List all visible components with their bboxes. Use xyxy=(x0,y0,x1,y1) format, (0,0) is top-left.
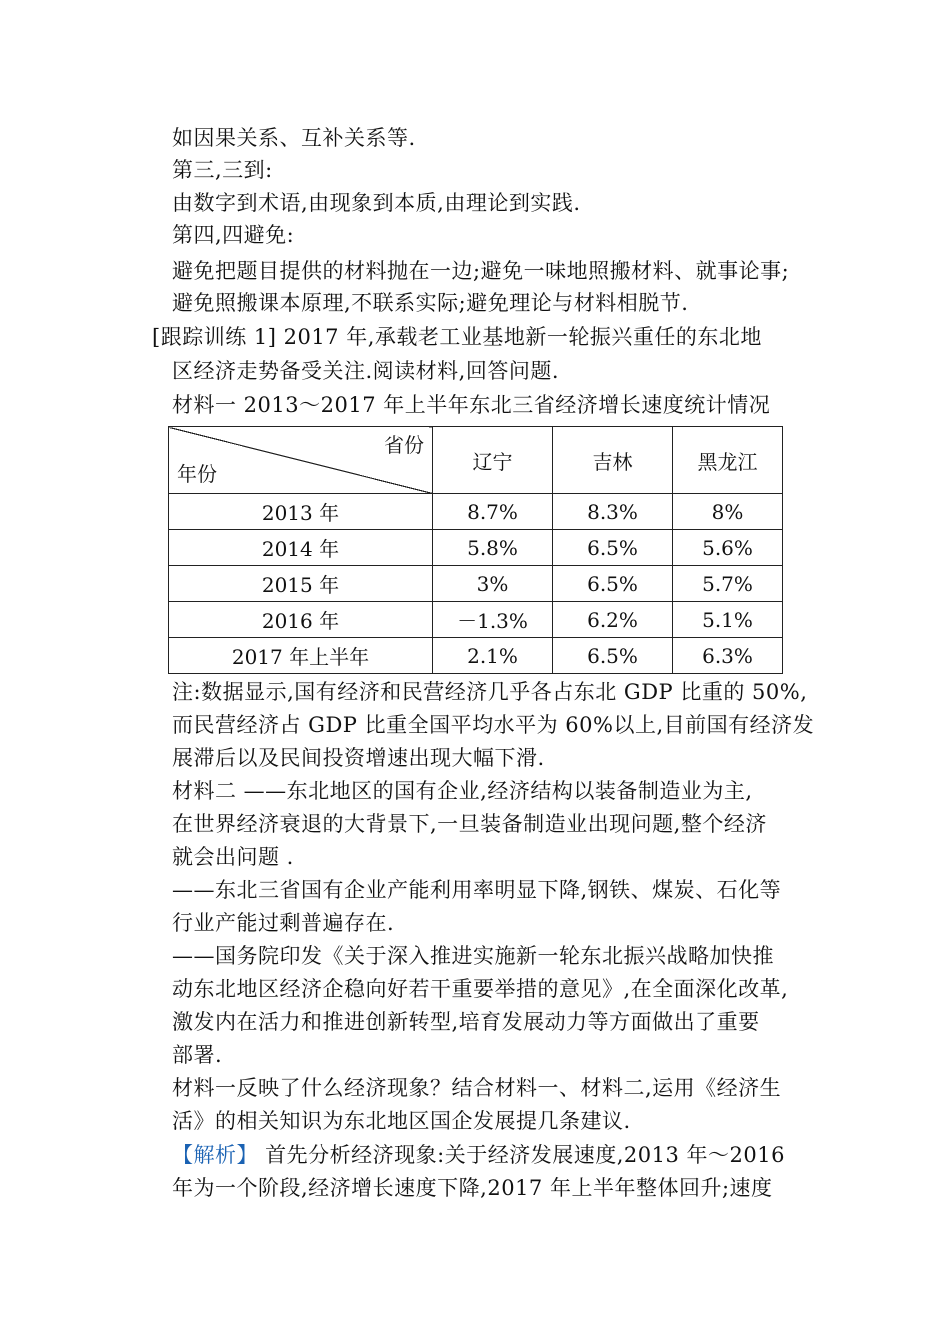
table-row xyxy=(169,602,783,638)
row-year: 2013 年 xyxy=(169,494,433,530)
paragraph-line: 动东北地区经济企稳向好若干重要举措的意见》,在全面深化改革, xyxy=(172,977,789,1001)
paragraph-line: 区经济走势备受关注.阅读材料,回答问题. xyxy=(172,359,560,383)
table-cell: 8.7% xyxy=(433,494,553,530)
analysis-line: 年为一个阶段,经济增长速度下降,2017 年上半年整体回升;速度 xyxy=(172,1176,773,1200)
table-cell: 3% xyxy=(433,566,553,602)
material-two-heading: 材料二 ——东北地区的国有企业,经济结构以装备制造业为主, xyxy=(172,779,753,803)
table-note: 注:数据显示,国有经济和民营经济几乎各占东北 GDP 比重的 50%, xyxy=(172,680,808,704)
table-row xyxy=(169,566,783,602)
table-cell: 6.5% xyxy=(553,530,673,566)
table-cell: 6.5% xyxy=(553,638,673,674)
table-cell: 6.5% xyxy=(553,566,673,602)
paragraph-line: 如因果关系、互补关系等. xyxy=(172,126,416,150)
table-cell: 5.7% xyxy=(673,566,783,602)
column-header: 吉林 xyxy=(553,427,673,494)
paragraph-line: 由数字到术语,由现象到本质,由理论到实践. xyxy=(172,191,581,215)
table-cell: 6.2% xyxy=(553,602,673,638)
table-cell: 8% xyxy=(673,494,783,530)
table-cell: －1.3% xyxy=(433,602,553,638)
column-header: 黑龙江 xyxy=(673,427,783,494)
paragraph-line: ——东北三省国有企业产能利用率明显下降,钢铁、煤炭、石化等 xyxy=(172,878,782,902)
paragraph-line: 第四,四避免: xyxy=(172,223,295,247)
table-cell: 8.3% xyxy=(553,494,673,530)
table-cell: 5.1% xyxy=(673,602,783,638)
column-header: 辽宁 xyxy=(433,427,553,494)
corner-label-year: 年份 xyxy=(177,462,217,486)
exercise-heading: [跟踪训练 1] 2017 年,承载老工业基地新一轮振兴重任的东北地 xyxy=(152,325,762,349)
analysis-tag: 【解析】 xyxy=(172,1143,258,1167)
row-year: 2017 年上半年 xyxy=(169,638,433,674)
table-header-row xyxy=(169,427,783,494)
paragraph-line: 而民营经济占 GDP 比重全国平均水平为 60%以上,目前国有经济发 xyxy=(172,713,815,737)
table-cell: 6.3% xyxy=(673,638,783,674)
corner-label-province: 省份 xyxy=(384,433,424,457)
table-cell: 5.6% xyxy=(673,530,783,566)
question-line: 材料一反映了什么经济现象？结合材料一、材料二,运用《经济生 xyxy=(172,1076,782,1100)
paragraph-line: 避免照搬课本原理,不联系实际;避免理论与材料相脱节. xyxy=(172,291,689,315)
table-row xyxy=(169,494,783,530)
row-year: 2016 年 xyxy=(169,602,433,638)
paragraph-line: 展滞后以及民间投资增速出现大幅下滑. xyxy=(172,746,545,770)
paragraph-line: 行业产能过剩普遍存在. xyxy=(172,911,395,935)
table-cell: 2.1% xyxy=(433,638,553,674)
table-row xyxy=(169,530,783,566)
analysis-line xyxy=(172,1140,785,1170)
analysis-text: 首先分析经济现象:关于经济发展速度,2013 年～2016 xyxy=(258,1143,785,1167)
paragraph-line: ——国务院印发《关于深入推进实施新一轮东北振兴战略加快推 xyxy=(172,944,774,968)
table-row xyxy=(169,638,783,674)
table-caption: 材料一 2013～2017 年上半年东北三省经济增长速度统计情况 xyxy=(172,393,771,417)
paragraph-line: 就会出问题 . xyxy=(172,845,294,869)
row-year: 2014 年 xyxy=(169,530,433,566)
paragraph-line: 在世界经济衰退的大背景下,一旦装备制造业出现问题,整个经济 xyxy=(172,812,767,836)
row-year: 2015 年 xyxy=(169,566,433,602)
paragraph-line: 第三,三到: xyxy=(172,158,273,182)
paragraph-line: 避免把题目提供的材料抛在一边;避免一味地照搬材料、就事论事; xyxy=(172,259,790,283)
table-corner-cell xyxy=(169,427,433,494)
paragraph-line: 激发内在活力和推进创新转型,培育发展动力等方面做出了重要 xyxy=(172,1010,760,1034)
table-cell: 5.8% xyxy=(433,530,553,566)
question-line: 活》的相关知识为东北地区国企发展提几条建议. xyxy=(172,1109,631,1133)
growth-rate-table xyxy=(168,426,783,674)
paragraph-line: 部署. xyxy=(172,1043,223,1067)
